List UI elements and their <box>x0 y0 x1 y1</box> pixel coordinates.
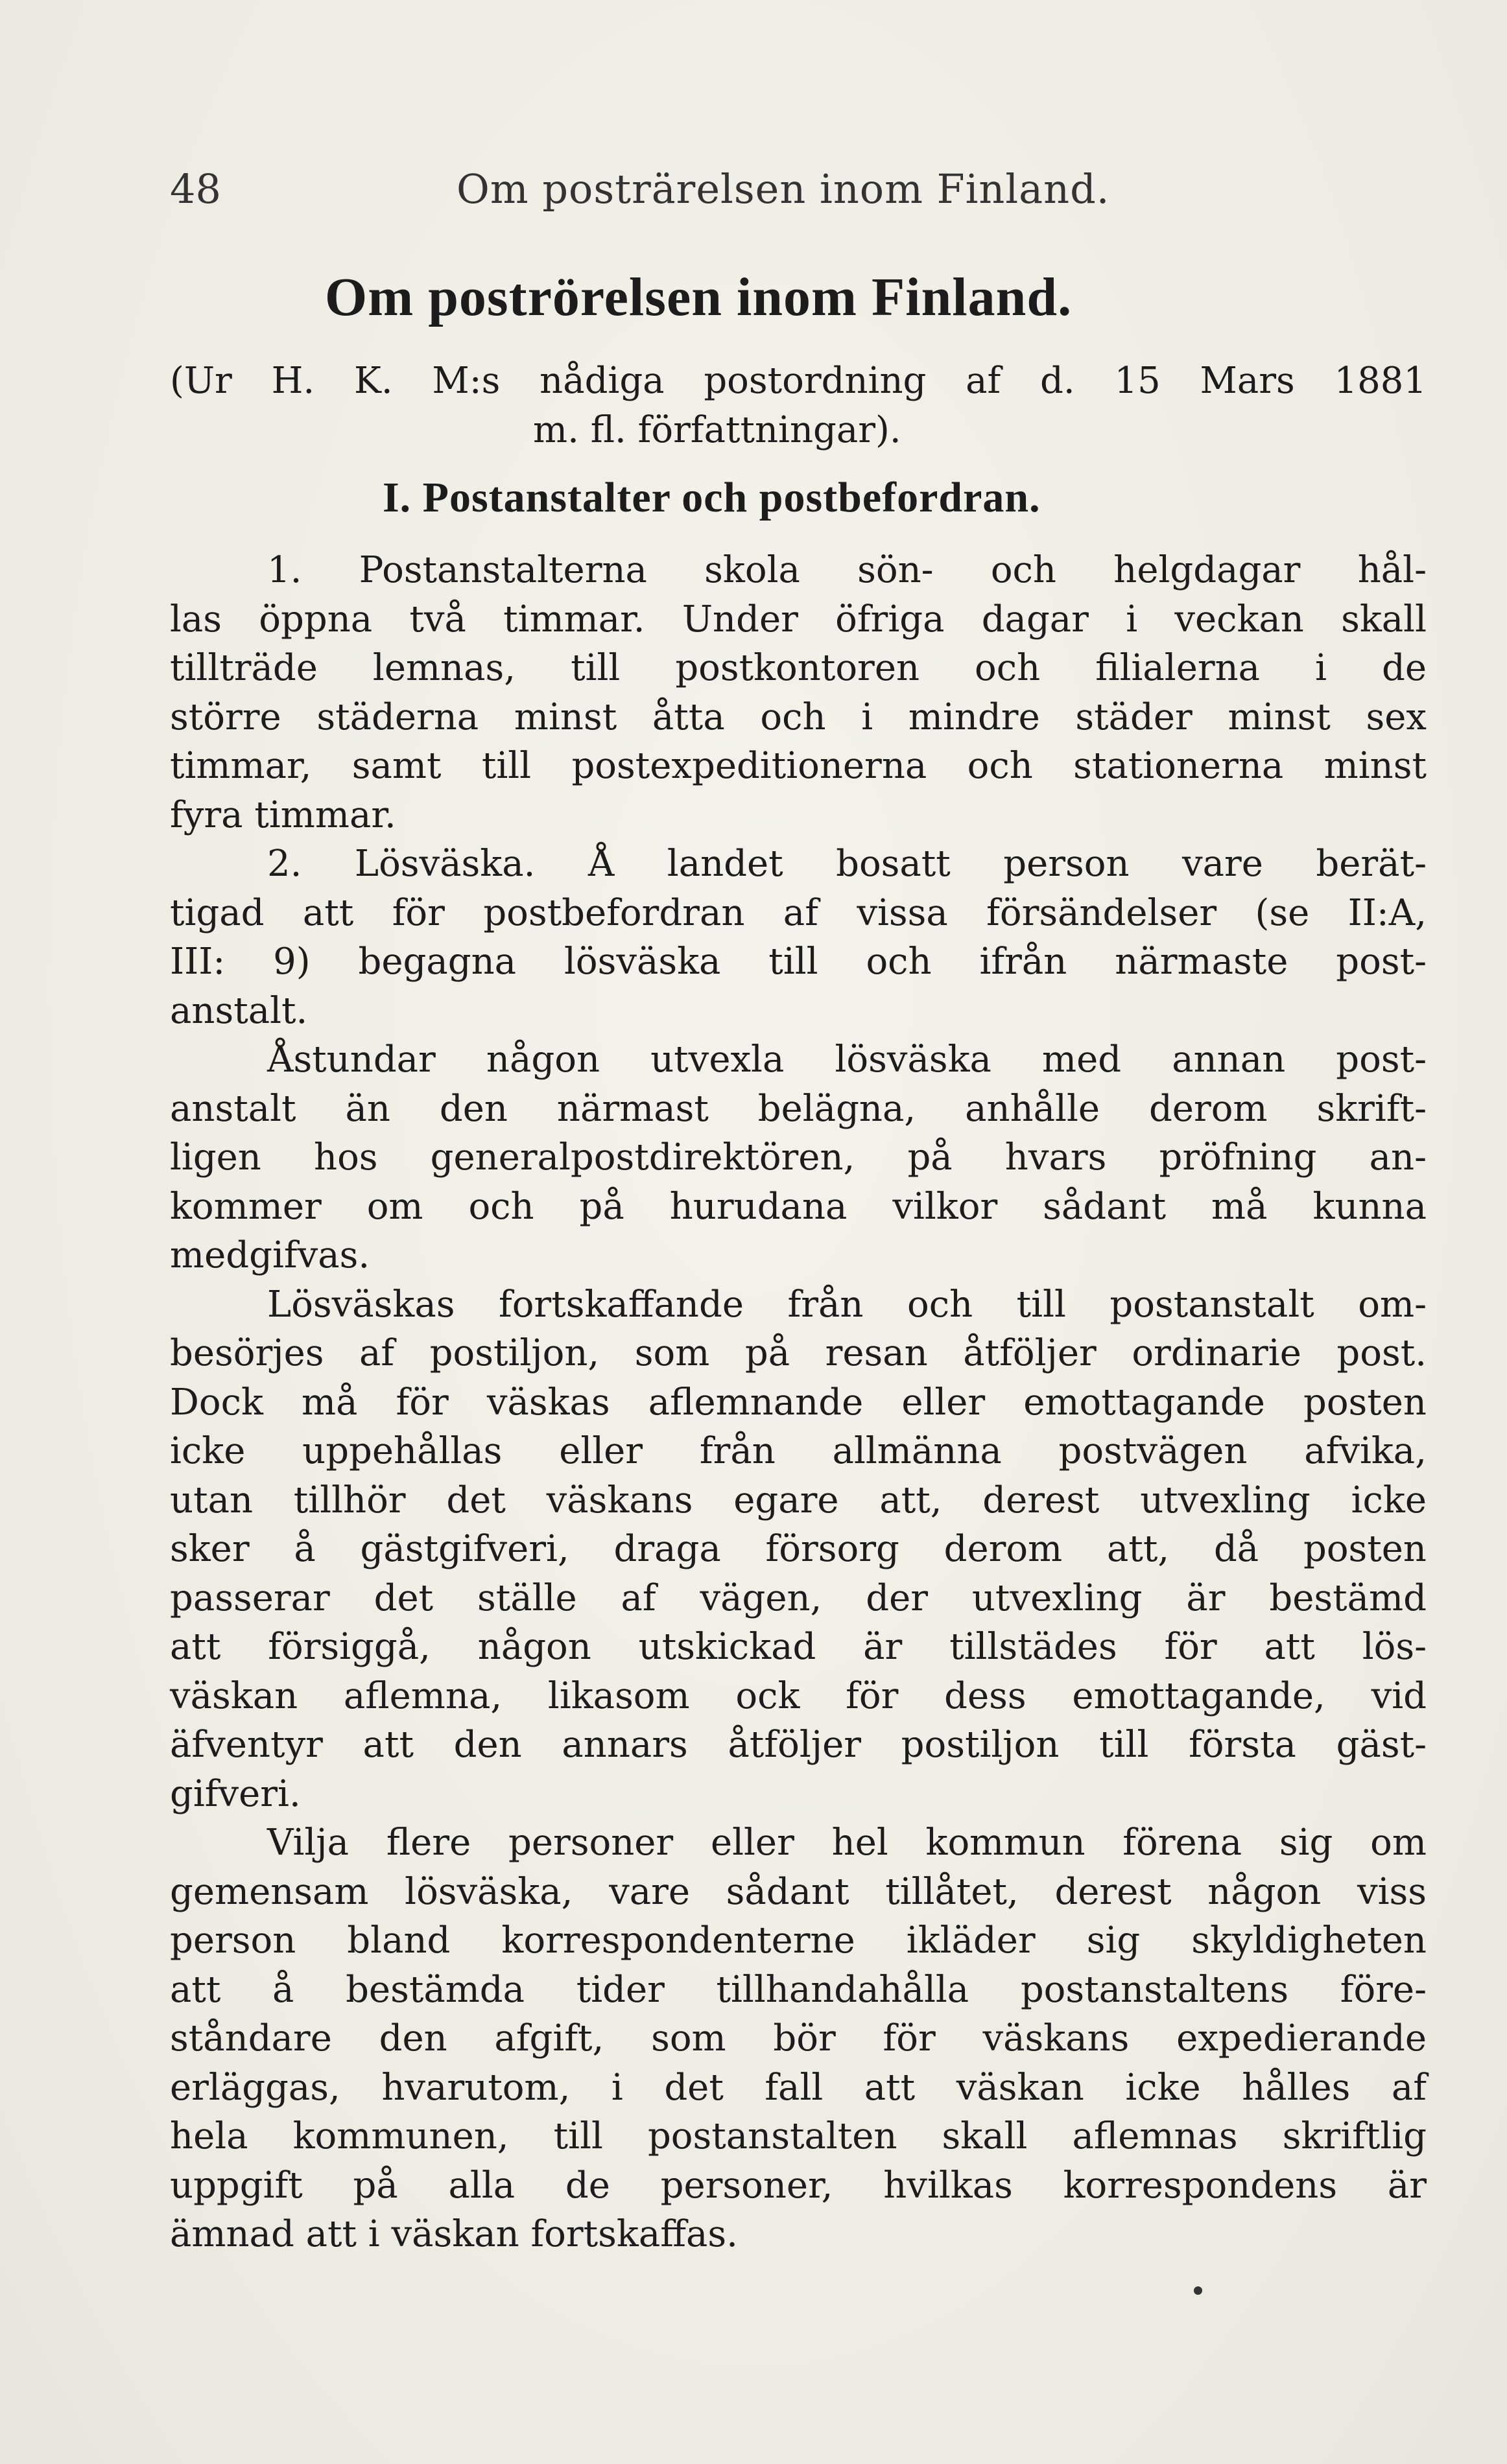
paragraph-line: äfventyr att den annars åtföljer postiljon till första gäst- <box>170 1724 1427 1766</box>
paragraph-line: besörjes af postiljon, som på resan åtföljer ordinarie post. <box>170 1332 1427 1374</box>
paragraph-line: att å bestämda tider tillhandahålla postanstaltens före- <box>170 1968 1427 2011</box>
chapter-title: Om poströrelsen inom Finland. <box>324 267 1073 327</box>
paragraph-line: timmar, samt till postexpeditionerna och stationerna minst <box>170 745 1427 787</box>
paragraph-line: gifveri. <box>170 1772 301 1815</box>
paragraph-line: kommer om och på hurudana vilkor sådant må kunna <box>170 1185 1427 1228</box>
paragraph-line: gemensam lösväska, vare sådant tillåtet, derest någon viss <box>170 1870 1427 1913</box>
paragraph-line: Vilja flere personer eller hel kommun förena sig om <box>267 1822 1427 1864</box>
running-title: Om posträrelsen inom Finland. <box>457 165 1110 213</box>
paragraph-line: medgifvas. <box>170 1234 370 1276</box>
paragraph-line: person bland korrespondenterne ikläder sig skyldigheten <box>170 1919 1427 1962</box>
source-line-2: m. fl. författningar). <box>533 408 901 451</box>
paragraph-line: att försiggå, någon utskickad är tillstädes för att lös- <box>170 1626 1427 1668</box>
paragraph-line: fyra timmar. <box>170 793 396 836</box>
paragraph-line: tigad att för postbefordran af vissa försändelser (se II:A, <box>170 891 1427 934</box>
paragraph-line: anstalt än den närmast belägna, anhålle derom skrift- <box>170 1087 1427 1130</box>
paragraph-line: Åstundar någon utvexla lösväska med annan post- <box>267 1038 1427 1081</box>
source-line-1: (Ur H. K. M:s nådiga postordning af d. 15 Mars 1881 <box>170 360 1427 402</box>
paragraph-line: väskan aflemna, likasom ock för dess emottagande, vid <box>170 1674 1427 1717</box>
paragraph-line: uppgift på alla de personer, hvilkas korrespondens är <box>170 2164 1427 2207</box>
paragraph-line: Lösväskas fortskaffande från och till postanstalt om- <box>267 1283 1427 1326</box>
page-number: 48 <box>170 165 221 213</box>
paragraph-line: ligen hos generalpostdirektören, på hvars pröfning an- <box>170 1136 1427 1179</box>
paragraph-line: icke uppehållas eller från allmänna postvägen afvika, <box>170 1430 1427 1472</box>
paragraph-line: las öppna två timmar. Under öfriga dagar i veckan skall <box>170 598 1427 640</box>
paragraph-line: ämnad att i väskan fortskaffas. <box>170 2213 738 2255</box>
paragraph-line: större städerna minst åtta och i mindre städer minst sex <box>170 696 1427 738</box>
paragraph-line: 1. Postanstalterna skola sön- och helgdagar hål- <box>267 549 1427 591</box>
paragraph-line: anstalt. <box>170 989 308 1032</box>
paragraph-line: sker å gästgifveri, draga försorg derom att, då posten <box>170 1528 1427 1570</box>
paragraph-line: 2. Lösväska. Å landet bosatt person vare berät- <box>267 843 1427 885</box>
paragraph-line: passerar det ställe af vägen, der utvexling är bestämd <box>170 1577 1427 1619</box>
ink-dot <box>1194 2286 1202 2295</box>
paragraph-line: hela kommunen, till postanstalten skall aflemnas skriftlig <box>170 2115 1427 2157</box>
source-citation <box>170 357 1427 454</box>
paragraph-line: ståndare den afgift, som bör för väskans expedierande <box>170 2017 1427 2059</box>
paragraph-line: Dock må för väskas aflemnande eller emottagande posten <box>170 1381 1427 1424</box>
body-text <box>170 546 1427 2259</box>
paragraph-line: utan tillhör det väskans egare att, derest utvexling icke <box>170 1479 1427 1521</box>
section-heading: I. Postanstalter och postbefordran. <box>383 474 1041 521</box>
paragraph-line: III: 9) begagna lösväska till och ifrån närmaste post- <box>170 941 1427 983</box>
paragraph-line: erläggas, hvarutom, i det fall att väskan icke hålles af <box>170 2066 1427 2109</box>
running-head <box>170 165 1427 217</box>
paragraph-line: tillträde lemnas, till postkontoren och filialerna i de <box>170 647 1427 689</box>
